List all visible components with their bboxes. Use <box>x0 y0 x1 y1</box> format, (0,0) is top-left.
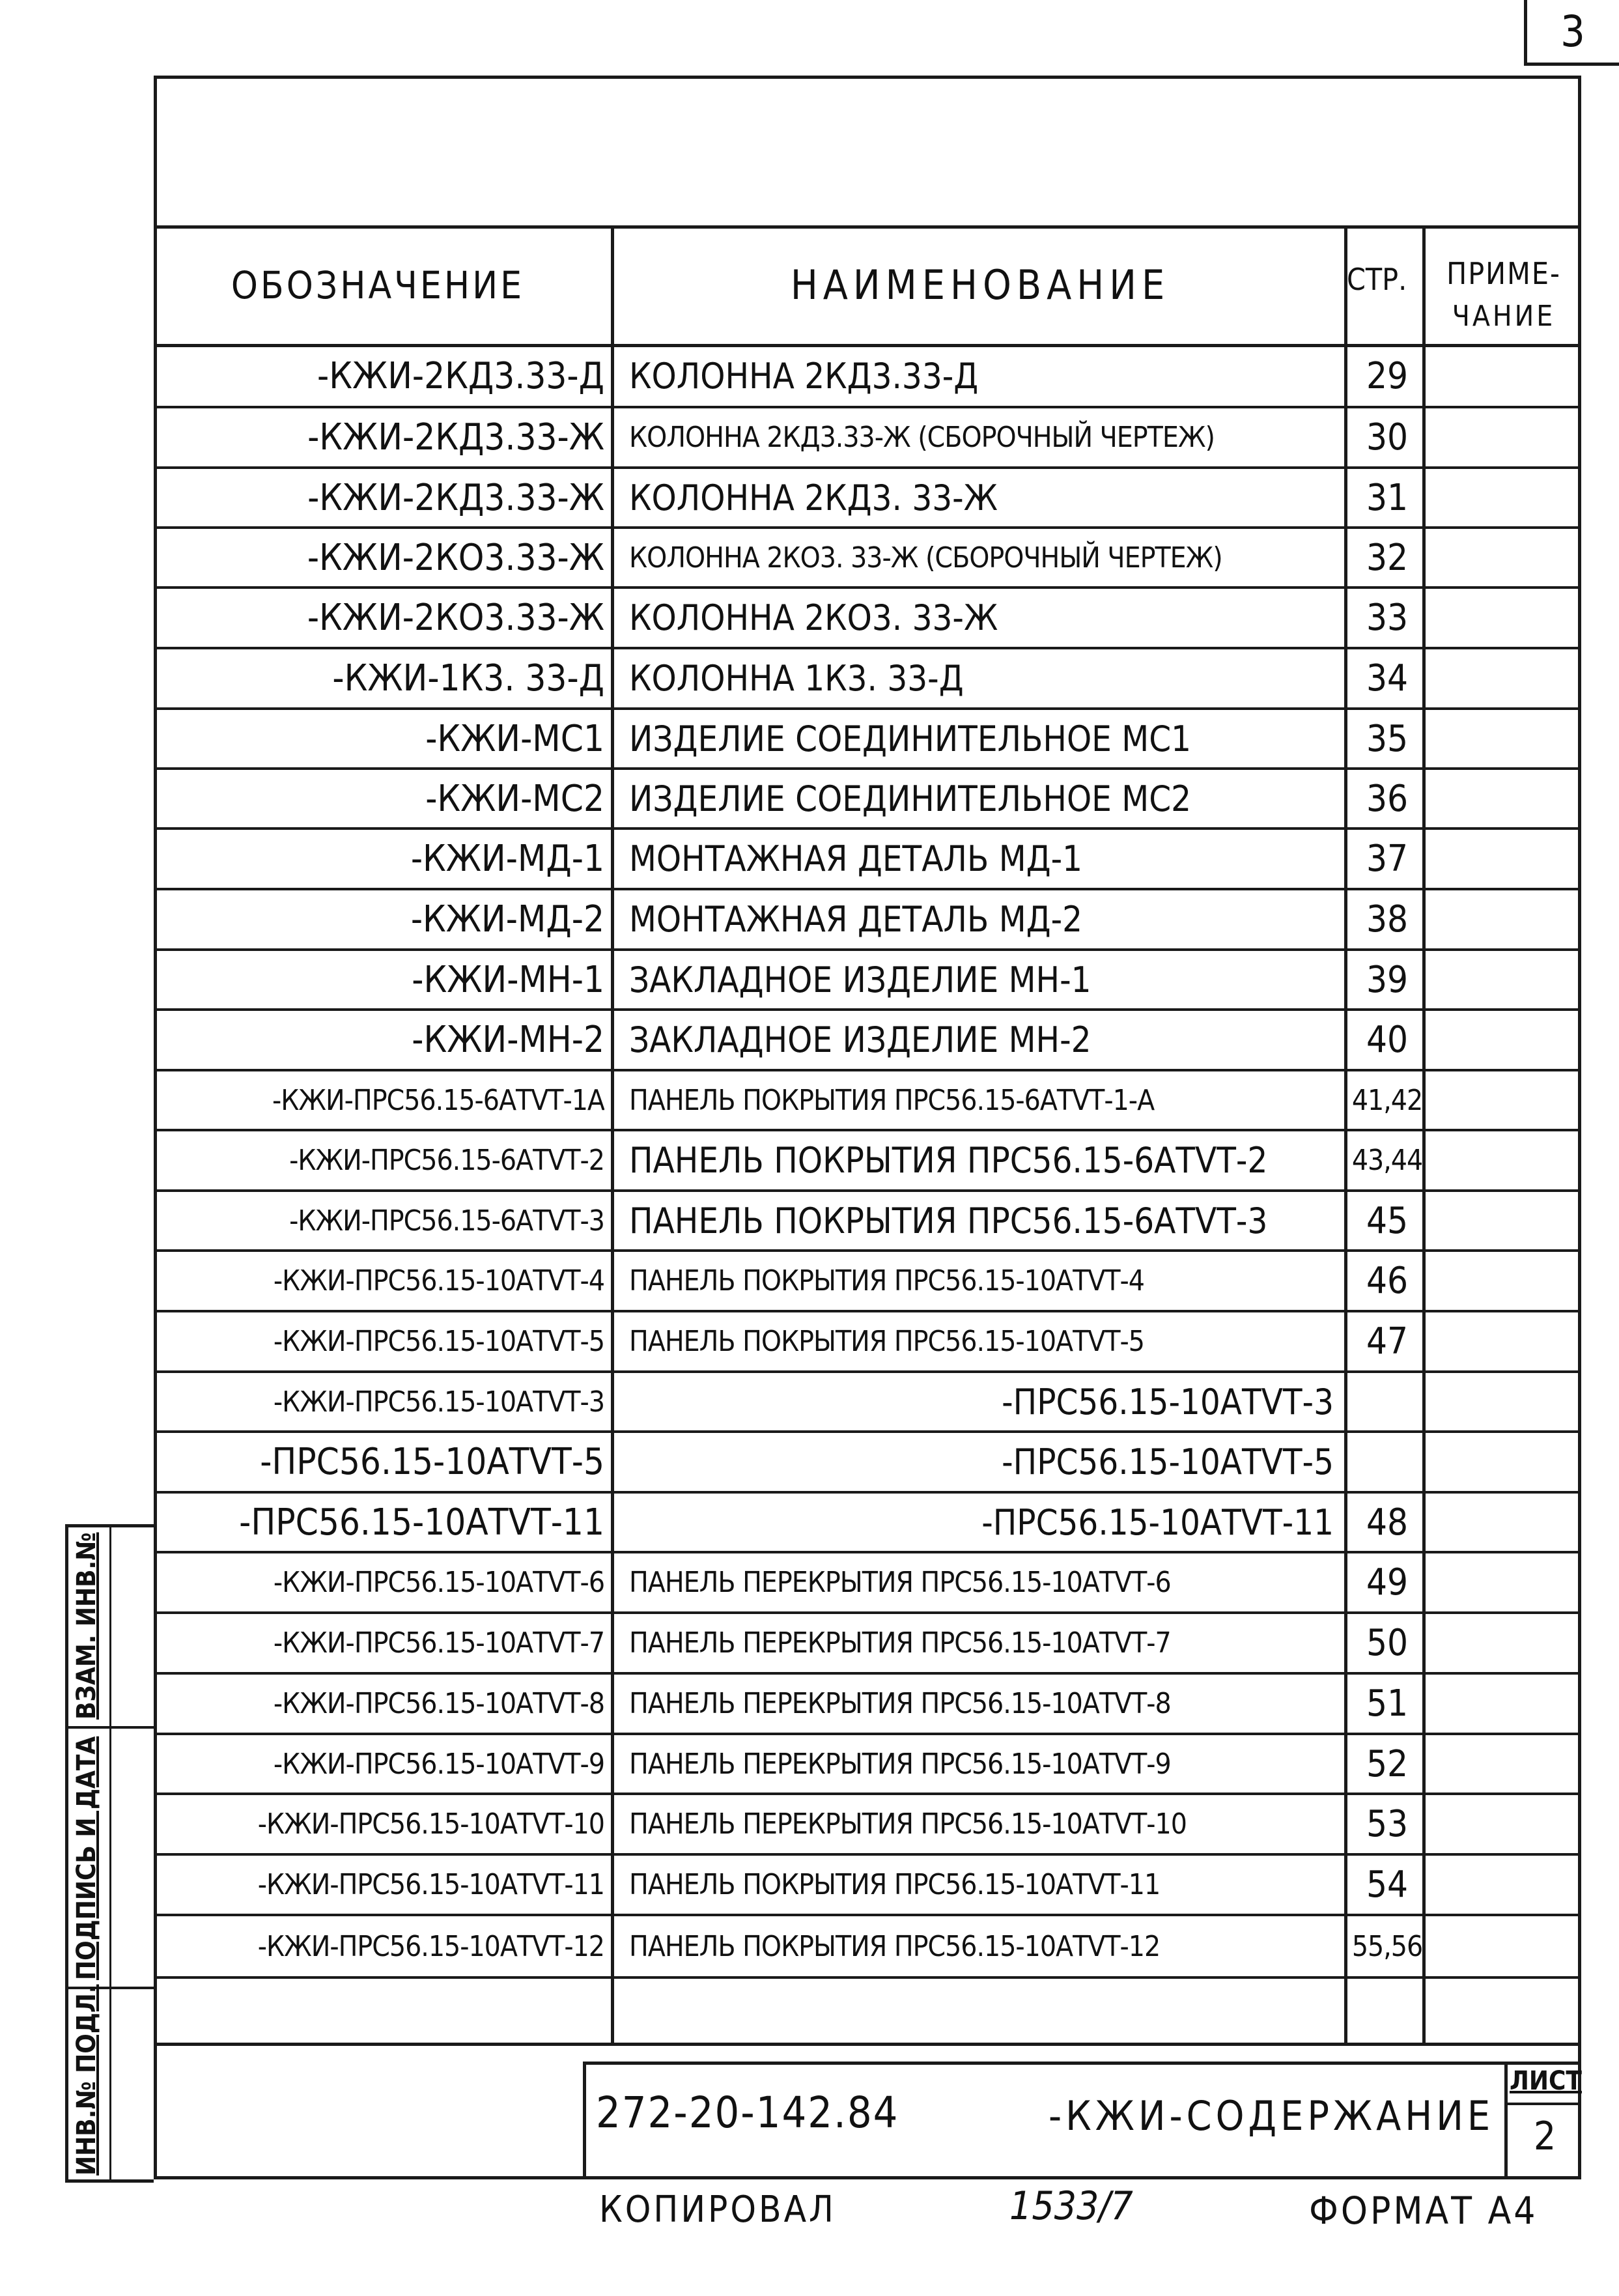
header-page: СТР. <box>1347 262 1407 297</box>
row-page: 48 <box>1366 1501 1409 1544</box>
row-name: ПАНЕЛЬ ПОКРЫТИЯ ПРС56.15-10АТVТ-11 <box>629 1868 1161 1901</box>
row-name: -ПРС56.15-10АТVТ-5 <box>1002 1441 1334 1482</box>
page-number-box-bottom <box>1524 63 1619 66</box>
row-name: ПАНЕЛЬ ПОКРЫТИЯ ПРС56.15-10АТVТ-12 <box>629 1929 1161 1963</box>
row-page: 50 <box>1366 1622 1409 1664</box>
row-designation: -КЖИ-ПРС56.15-10АТVТ-3 <box>273 1385 604 1419</box>
row-name: КОЛОННА 2КО3. 33-Ж (СБОРОЧНЫЙ ЧЕРТЕЖ) <box>629 541 1222 574</box>
row-designation: -КЖИ-2КД3.33-Ж <box>307 476 604 519</box>
side-stamp-left <box>65 1524 68 2182</box>
row-name: КОЛОННА 1К3. 33-Д <box>629 658 964 699</box>
row-designation: -КЖИ-ПРС56.15-10АТVТ-7 <box>273 1626 604 1660</box>
row-page: 51 <box>1366 1682 1409 1725</box>
row-name: КОЛОННА 2КД3.33-Ж (СБОРОЧНЫЙ ЧЕРТЕЖ) <box>629 421 1215 454</box>
row-page: 43,44 <box>1351 1144 1423 1177</box>
row-page: 29 <box>1366 355 1409 397</box>
row-name: КОЛОННА 2КО3. 33-Ж <box>629 597 998 638</box>
row-name: ПАНЕЛЬ ПОКРЫТИЯ ПРС56.15-6АТVТ-1-А <box>629 1083 1155 1117</box>
row-designation: -КЖИ-МС2 <box>425 777 604 820</box>
header-note-2: ЧАНИЕ <box>1452 299 1556 333</box>
stamp-podpis-data: ПОДПИСЬ И ДАТА <box>72 1736 102 1980</box>
page-number: 3 <box>1560 7 1585 57</box>
row-page: 46 <box>1366 1260 1409 1302</box>
row-name: КОЛОННА 2КД3. 33-Ж <box>629 477 998 518</box>
row-designation: -КЖИ-ПРС56.15-6АТVТ-3 <box>289 1204 604 1238</box>
sheet-label: ЛИСТ <box>1510 2066 1582 2096</box>
row-name: ПАНЕЛЬ ПОКРЫТИЯ ПРС56.15-6АТVТ-2 <box>629 1140 1268 1181</box>
footer-format: ФОРМАТ А4 <box>1309 2189 1538 2233</box>
header-name: НАИМЕНОВАНИЕ <box>790 261 1170 309</box>
row-name: ПАНЕЛЬ ПОКРЫТИЯ ПРС56.15-10АТVТ-5 <box>629 1325 1144 1358</box>
row-page: 35 <box>1366 717 1409 760</box>
row-name: ИЗДЕЛИЕ СОЕДИНИТЕЛЬНОЕ МС1 <box>629 718 1192 759</box>
title-block-left-line <box>583 2062 586 2179</box>
row-name: ПАНЕЛЬ ПЕРЕКРЫТИЯ ПРС56.15-10АТVТ-6 <box>629 1566 1171 1599</box>
row-page: 49 <box>1366 1561 1409 1604</box>
row-name: КОЛОННА 2КД3.33-Д <box>629 356 979 397</box>
row-designation: -КЖИ-ПРС56.15-6АТVТ-2 <box>289 1144 604 1177</box>
row-page <box>1348 1372 1426 1432</box>
document-code: 272-20-142.84 <box>596 2088 899 2138</box>
title-block-inner-top <box>583 2062 1581 2065</box>
row-page: 47 <box>1366 1320 1409 1363</box>
row-designation: -КЖИ-МД-2 <box>410 898 604 941</box>
row-designation: -КЖИ-ПРС56.15-10АТVТ-11 <box>257 1868 604 1901</box>
row-page <box>1348 1432 1426 1492</box>
row-designation: -КЖИ-МН-1 <box>412 958 604 1001</box>
row-page: 36 <box>1366 777 1409 820</box>
row-name: ПАНЕЛЬ ПЕРЕКРЫТИЯ ПРС56.15-10АТVТ-9 <box>629 1747 1171 1781</box>
footer-number: 1533/7 <box>1009 2183 1133 2229</box>
document-title: -КЖИ-СОДЕРЖАНИЕ <box>1049 2092 1495 2140</box>
row-designation: -КЖИ-ПРС56.15-10АТVТ-4 <box>273 1264 604 1297</box>
row-name: ПАНЕЛЬ ПОКРЫТИЯ ПРС56.15-10АТVТ-4 <box>629 1264 1144 1297</box>
stamp-inv-podl: ИНВ.№ ПОДЛ. <box>72 1984 102 2176</box>
row-designation: -КЖИ-ПРС56.15-6АТVТ-1А <box>272 1083 604 1117</box>
row-page: 33 <box>1366 597 1409 639</box>
title-block-top-line <box>154 2043 1581 2046</box>
row-page: 54 <box>1366 1864 1409 1906</box>
sheet-box-left <box>1504 2062 1508 2179</box>
row-page: 52 <box>1366 1742 1409 1785</box>
row-name: ЗАКЛАДНОЕ ИЗДЕЛИЕ МН-1 <box>629 959 1091 1000</box>
row-page: 55,56 <box>1351 1929 1423 1963</box>
page-number-box-left <box>1524 0 1527 65</box>
row-page: 45 <box>1366 1199 1409 1242</box>
row-designation: -КЖИ-МН-2 <box>412 1019 604 1061</box>
row-designation: -КЖИ-ПРС56.15-10АТVТ-10 <box>257 1807 604 1841</box>
row-designation: -ПРС56.15-10АТVТ-5 <box>260 1441 604 1483</box>
row-designation: -КЖИ-МД-1 <box>410 838 604 880</box>
stamp-vzam-inv: ВЗАМ. ИНВ.№ <box>72 1532 102 1720</box>
row-page: 39 <box>1366 958 1409 1001</box>
side-stamp-mid <box>109 1524 111 2182</box>
row-page: 34 <box>1366 657 1409 700</box>
row-designation: -КЖИ-2КД3.33-Д <box>317 355 604 397</box>
row-designation: -КЖИ-МС1 <box>425 717 604 760</box>
row-name: ПАНЕЛЬ ПЕРЕКРЫТИЯ ПРС56.15-10АТVТ-8 <box>629 1687 1171 1720</box>
row-designation: -КЖИ-ПРС56.15-10АТVТ-6 <box>273 1566 604 1599</box>
row-name: -ПРС56.15-10АТVТ-3 <box>1002 1381 1334 1423</box>
row-designation: -КЖИ-2КО3.33-Ж <box>307 597 604 639</box>
row-name: МОНТАЖНАЯ ДЕТАЛЬ МД-1 <box>629 838 1083 879</box>
row-name: -ПРС56.15-10АТVТ-11 <box>981 1501 1334 1543</box>
row-designation: -КЖИ-2КД3.33-Ж <box>307 416 604 459</box>
row-page: 53 <box>1366 1803 1409 1845</box>
row-name: МОНТАЖНАЯ ДЕТАЛЬ МД-2 <box>629 899 1083 940</box>
sheet-box-divider <box>1504 2103 1581 2105</box>
row-page: 41,42 <box>1351 1083 1423 1117</box>
row-designation: -ПРС56.15-10АТVТ-11 <box>239 1501 604 1544</box>
row-designation: -КЖИ-ПРС56.15-10АТVТ-12 <box>257 1929 604 1963</box>
row-page: 38 <box>1366 898 1409 941</box>
row-page: 40 <box>1366 1019 1409 1061</box>
row-designation: -КЖИ-ПРС56.15-10АТVТ-5 <box>273 1325 604 1358</box>
row-designation: -КЖИ-1К3. 33-Д <box>332 657 604 700</box>
row-page: 30 <box>1366 416 1409 459</box>
row-designation: -КЖИ-ПРС56.15-10АТVТ-9 <box>273 1747 604 1781</box>
row-name: ПАНЕЛЬ ПЕРЕКРЫТИЯ ПРС56.15-10АТVТ-7 <box>629 1626 1171 1660</box>
footer-copied: КОПИРОВАЛ <box>599 2189 836 2231</box>
header-designation: ОБОЗНАЧЕНИЕ <box>231 262 525 307</box>
row-name: ПАНЕЛЬ ПЕРЕКРЫТИЯ ПРС56.15-10АТVТ-10 <box>629 1807 1187 1841</box>
sheet-number: 2 <box>1533 2114 1556 2159</box>
row-designation: -КЖИ-ПРС56.15-10АТVТ-8 <box>273 1687 604 1720</box>
row-page: 32 <box>1366 536 1409 579</box>
row-name: ЗАКЛАДНОЕ ИЗДЕЛИЕ МН-2 <box>629 1019 1091 1060</box>
row-name: ИЗДЕЛИЕ СОЕДИНИТЕЛЬНОЕ МС2 <box>629 778 1192 819</box>
row-page: 31 <box>1366 476 1409 519</box>
col-divider-1 <box>611 225 614 2043</box>
row-page: 37 <box>1366 838 1409 880</box>
row-designation: -КЖИ-2КО3.33-Ж <box>307 536 604 579</box>
header-note-1: ПРИМЕ- <box>1446 256 1561 291</box>
row-name: ПАНЕЛЬ ПОКРЫТИЯ ПРС56.15-6АТVТ-3 <box>629 1200 1268 1241</box>
